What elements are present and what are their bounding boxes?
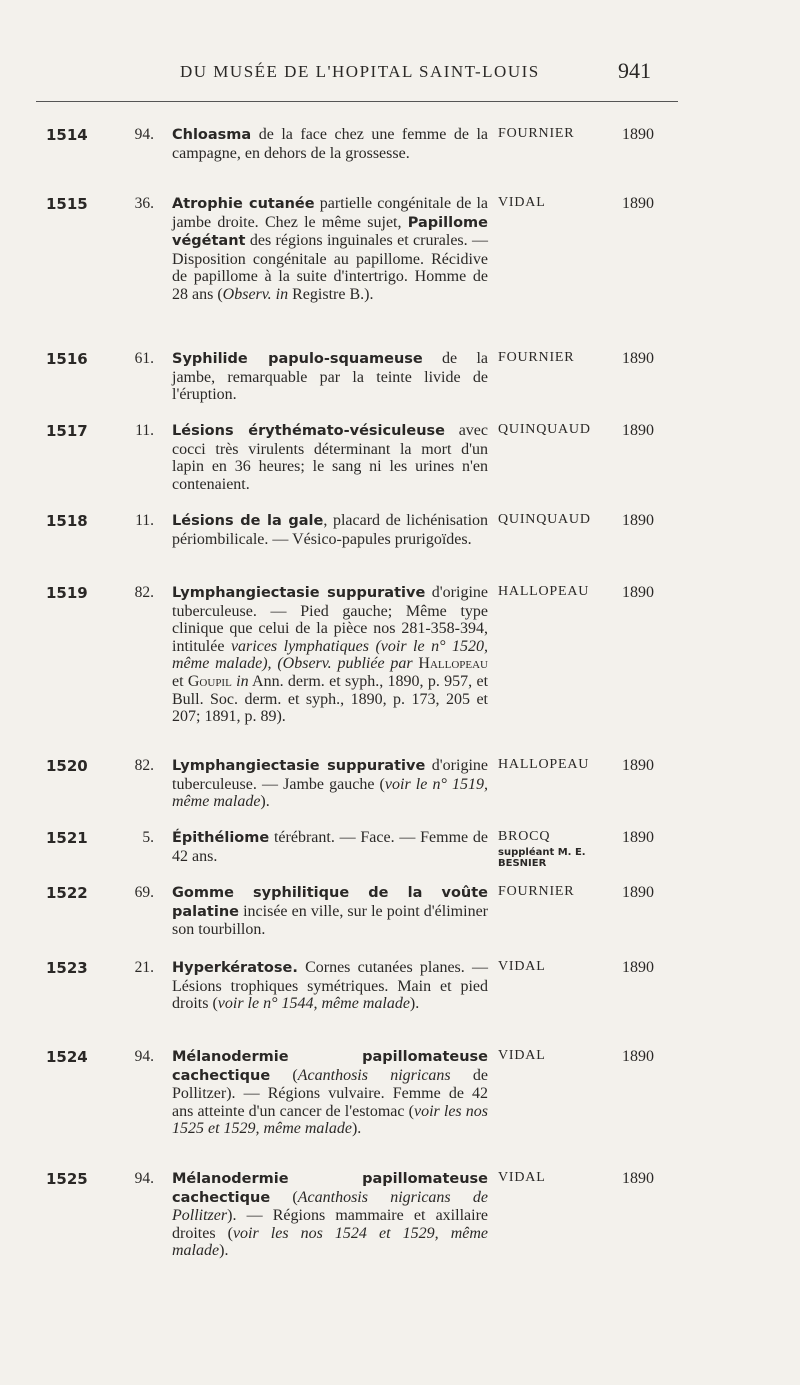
piece-number: 94. (134, 126, 154, 143)
entry-description (172, 1170, 488, 1260)
entry-italic: voir le n° 1544, même malade (217, 995, 410, 1013)
entry-title: Lésions érythémato-vésiculeuse (172, 423, 446, 439)
entry-author (498, 757, 598, 773)
entry-title: Lymphangiectasie suppurative (172, 758, 426, 774)
entry-number: 1515 (46, 195, 88, 213)
entry-text: de la face chez une femme de la campagne, en dehors de la grossesse. (172, 126, 488, 162)
entry-number: 1516 (46, 350, 88, 368)
entry-author (498, 350, 598, 366)
entry-description (172, 126, 488, 162)
entry-description (172, 829, 488, 865)
entry-number: 1517 (46, 422, 88, 440)
entry-title: Gomme syphilitique de la voûte palatine (172, 885, 488, 920)
entry-title: Chloasma (172, 127, 252, 143)
entry-text: d'origine tuberculeuse. — Pied gauche; Même type clinique que celui de la pièce nos 281-358-394, intitulée (172, 584, 488, 655)
author-name: QUINQUAUD (498, 512, 591, 527)
entry-year: 1890 (622, 884, 654, 901)
entry-text: de Pollitzer). — Régions vulvaire. Femme de 42 ans atteinte d'un cancer de l'estomac ( (172, 1066, 488, 1120)
entry-text: avec cocci très virulents déterminant la mort d'un lapin en 36 heures; le sang ni les urines n'en contenaient. (172, 422, 488, 493)
entry-year: 1890 (622, 350, 654, 367)
entry-text: ). (260, 793, 270, 811)
running-title: DU MUSÉE DE L'HOPITAL SAINT-LOUIS (180, 62, 540, 81)
piece-number: 94. (134, 1048, 154, 1065)
piece-number: 94. (134, 1170, 154, 1187)
author-name: HALLOPEAU (498, 757, 590, 772)
entry-italic: voir les nos 1525 et 1529, même malade (172, 1102, 488, 1138)
entry-italic: Acanthosis nigricans (297, 1066, 451, 1084)
entry-number: 1520 (46, 757, 88, 775)
entry-description (172, 422, 488, 493)
entry-italic: voir le n° 1519, même malade (172, 775, 489, 811)
entry-description (172, 757, 488, 811)
entry-description (172, 350, 488, 404)
entry-year: 1890 (622, 126, 654, 143)
author-note: suppléant M. E. BESNIER (498, 847, 586, 869)
entry-year: 1890 (622, 584, 654, 601)
entry-number: 1518 (46, 512, 88, 530)
entry-text: incisée en ville, sur le point d'éliminer son tourbillon. (172, 902, 488, 939)
entry-title: Mélanodermie papillomateuse cachectique (172, 1049, 488, 1084)
entry-number: 1521 (46, 829, 88, 847)
entry-author (498, 884, 598, 900)
author-name: VIDAL (498, 959, 546, 974)
piece-number: 61. (134, 350, 154, 367)
entry-text: et (172, 672, 188, 690)
entry-title: Lésions de la gale (172, 513, 324, 529)
entry-description (172, 512, 488, 548)
author-name: FOURNIER (498, 884, 575, 899)
author-name: VIDAL (498, 195, 546, 210)
entry-title: Hyperkératose. (172, 960, 298, 976)
entry-number: 1524 (46, 1048, 88, 1066)
entry-text: de la jambe, remarquable par la teinte livide de l'éruption. (172, 350, 489, 404)
entry-description (172, 1048, 488, 1138)
author-name: VIDAL (498, 1170, 546, 1185)
entry-title-secondary: Papillome végétant (172, 214, 488, 250)
entry-text: Cornes cutanées planes. — Lésions trophiques symétriques. Main et pied droits ( (172, 959, 488, 1013)
piece-number: 82. (134, 584, 154, 601)
entry-description (172, 584, 488, 726)
entry-text: Ann. derm. et syph., 1890, p. 957, et Bull. Soc. derm. et syph., 1890, p. 173, 205 et 207; 1891, p. 89). (172, 672, 489, 726)
header-rule (36, 101, 678, 102)
author-name: HALLOPEAU (498, 584, 590, 599)
entry-italic: voir les nos 1524 et 1529, même malade (172, 1224, 489, 1260)
author-name: BROCQ (498, 829, 551, 844)
entry-person-name: Hallopeau (418, 655, 488, 673)
author-name: VIDAL (498, 1048, 546, 1063)
entry-text: , placard de lichénisation périombilicale. — Vésico-papules prurigoïdes. (172, 512, 489, 548)
entry-author (498, 195, 598, 211)
entry-description (172, 195, 488, 304)
page-number: 941 (618, 58, 651, 83)
entry-description (172, 959, 488, 1013)
entry-number: 1514 (46, 126, 88, 144)
entry-italic: Observ. in (222, 285, 289, 303)
entry-author (498, 126, 598, 142)
entry-text: partielle congénitale de la jambe droite. Chez le même sujet, (172, 195, 488, 231)
entry-text: ). (409, 995, 420, 1013)
entry-description (172, 884, 488, 939)
piece-number: 36. (134, 195, 154, 212)
entry-italic: varices lymphatiques (voir le n° 1520, même malade), (Observ. publiée par (172, 637, 488, 673)
entry-title: Atrophie cutanée (172, 196, 315, 212)
entry-author (498, 1170, 598, 1186)
entry-text: ). — Régions mammaire et axillaire droites ( (172, 1207, 488, 1242)
author-name: QUINQUAUD (498, 422, 591, 437)
entry-title: Épithéliome (172, 830, 270, 846)
entry-year: 1890 (622, 422, 654, 439)
entry-year: 1890 (622, 1048, 654, 1065)
entry-number: 1525 (46, 1170, 88, 1188)
entry-italic: in (236, 672, 249, 690)
entry-year: 1890 (622, 959, 654, 976)
entry-text: térébrant. — Face. — Femme de 42 ans. (172, 829, 488, 865)
entry-year: 1890 (622, 757, 654, 774)
entry-author (498, 959, 598, 975)
entry-year: 1890 (622, 1170, 654, 1187)
entry-text: ( (270, 1066, 298, 1084)
author-name: FOURNIER (498, 126, 575, 141)
entry-author (498, 512, 598, 528)
entry-number: 1522 (46, 884, 88, 902)
piece-number: 11. (135, 512, 154, 529)
entry-title: Syphilide papulo-squameuse (172, 351, 423, 367)
entry-title: Mélanodermie papillomateuse cachectique (172, 1171, 488, 1206)
entry-text: Registre B.). (288, 285, 374, 303)
piece-number: 21. (134, 959, 154, 976)
entry-year: 1890 (622, 829, 654, 846)
piece-number: 82. (134, 757, 154, 774)
entry-text: ). (219, 1242, 229, 1260)
entry-person-name: Goupil (187, 672, 232, 690)
entry-text: ). (351, 1120, 362, 1138)
entry-italic: Acanthosis nigricans de Pollitzer (172, 1188, 489, 1225)
entry-year: 1890 (622, 512, 654, 529)
entry-author (498, 584, 598, 600)
entry-text: des régions inguinales et crurales. — Disposition congénitale au papillome. Récidive de papillome à la suite d'intertrigo. Homme de 28 ans ( (172, 232, 488, 303)
piece-number: 5. (142, 829, 154, 846)
entry-author (498, 829, 598, 869)
entry-number: 1519 (46, 584, 88, 602)
entry-text: ( (270, 1188, 298, 1206)
entry-author (498, 422, 598, 438)
entry-text: d'origine tuberculeuse. — Jambe gauche ( (172, 757, 488, 793)
entry-year: 1890 (622, 195, 654, 212)
author-name: FOURNIER (498, 350, 575, 365)
entry-author (498, 1048, 598, 1064)
piece-number: 11. (135, 422, 154, 439)
entry-number: 1523 (46, 959, 88, 977)
piece-number: 69. (134, 884, 154, 901)
entry-title: Lymphangiectasie suppurative (172, 585, 426, 601)
